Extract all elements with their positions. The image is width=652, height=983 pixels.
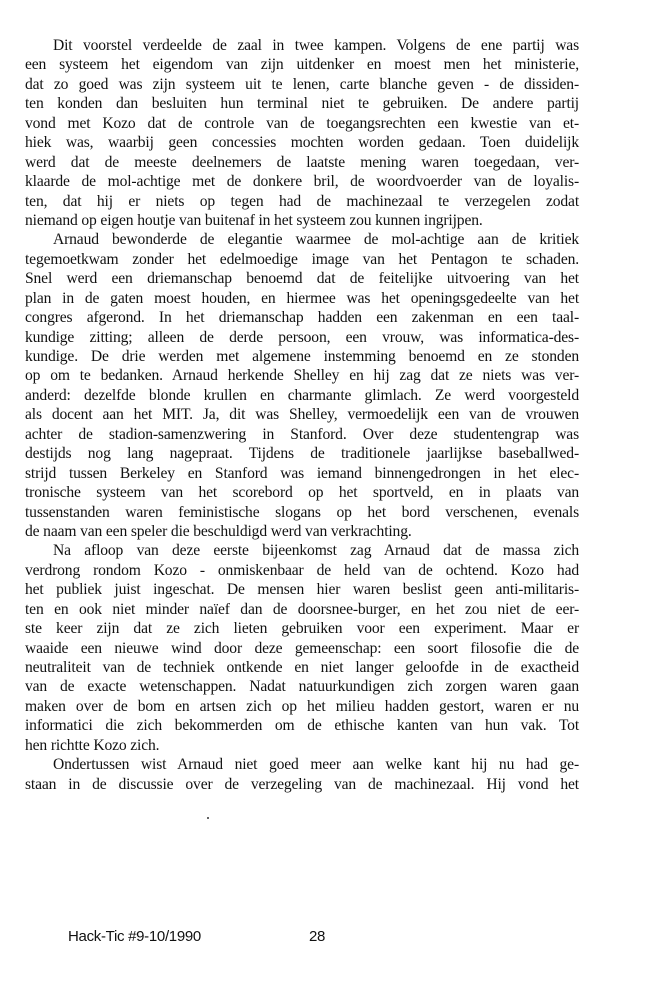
paragraph-4	[25, 755, 579, 794]
text-line: niemand op eigen houtje van buitenaf in het systeem zou kunnen ingrijpen.	[25, 211, 483, 229]
text-line: Arnaud bewonderde de elegantie waarmee de mol-achtige aan de kritiek	[53, 231, 579, 249]
text-line: destijds nog lang nagepraat. Tijdens de traditionele jaarlijkse baseballwed-	[25, 445, 579, 463]
text-line: als docent aan het MIT. Ja, dit was Shelley, vermoedelijk een van de vrouwen	[25, 406, 579, 424]
text-line: verdrong rondom Kozo - onmiskenbaar de held van de ochtend. Kozo had	[25, 561, 579, 579]
text-line: Ondertussen wist Arnaud niet goed meer aan welke kant hij nu had ge-	[53, 756, 579, 774]
scan-speck	[207, 817, 209, 819]
text-line: Dit voorstel verdeelde de zaal in twee kampen. Volgens de ene partij was	[53, 37, 579, 54]
text-line: ten, dat hij er niets op tegen had de machinezaal te verzegelen zodat	[25, 192, 579, 210]
text-line: waaide een nieuwe wind door deze gemeenschap: een soort filosofie die de	[25, 639, 579, 657]
document-body	[25, 36, 579, 794]
text-line: kundige. De drie werden met algemene instemming benoemd en ze stonden	[25, 348, 579, 365]
publication-title: Hack-Tic #9-10/1990	[68, 928, 201, 945]
text-line: Na afloop van deze eerste bijeenkomst zag Arnaud dat de massa zich	[53, 542, 579, 560]
page-number: 28	[309, 928, 326, 945]
text-line: staan in de discussie over de verzegeling van de machinezaal. Hij vond het	[25, 775, 579, 793]
text-line: de naam van een speler die beschuldigd werd van verkrachting.	[25, 522, 412, 540]
text-line: klaarde de mol-achtige met de donkere bril, de woordvoerder van de loyalis-	[25, 173, 579, 191]
paragraph-2	[25, 230, 579, 541]
text-line: congres afgerond. In het driemanschap hadden een zakenman en een taal-	[25, 309, 579, 327]
text-line: tussenstanden waren feministische slogans op het bord verschenen, evenals	[25, 503, 579, 521]
text-line: werd dat de meeste deelnemers de laatste mening waren toegedaan, ver-	[25, 153, 579, 171]
text-line: hen richtte Kozo zich.	[25, 736, 160, 754]
text-line: op om te bedanken. Arnaud herkende Shelley en hij zag dat ze niets was ver-	[25, 367, 579, 385]
text-line: van de exacte wetenschappen. Nadat natuurkundigen zich zorgen waren gaan	[25, 678, 579, 696]
text-line: tegemoetkwam zonder het edelmoedige image van het Pentagon te schaden.	[25, 250, 579, 268]
text-line: maken over de bom en artsen zich op het milieu hadden gestort, waren er nu	[25, 697, 579, 715]
text-line: ten konden dan besluiten hun terminal niet te gebruiken. De andere partij	[25, 95, 579, 113]
text-line: een systeem het eigendom van zijn uitdenker en moest men het ministerie,	[25, 56, 579, 74]
text-line: Snel werd een driemanschap benoemd dat de feitelijke uitvoering van het	[25, 270, 579, 288]
text-line: plan in de gaten moest houden, en hiermee was het openingsgedeelte van het	[25, 289, 579, 307]
text-line: hiek was, waarbij geen concessies mochten worden gedaan. Toen duidelijk	[25, 134, 579, 152]
text-line: ten en ook niet minder naïef dan de doorsnee-burger, en het zou niet de eer-	[25, 600, 579, 618]
text-line: dat zo goed was zijn systeem uit te lenen, carte blanche geven - de dissiden-	[25, 75, 579, 93]
text-line: tronische systeem van het scorebord op het sportveld, en in plaats van	[25, 484, 579, 502]
text-line: strijd tussen Berkeley en Stanford was iemand binnengedrongen in het elec-	[25, 464, 579, 482]
text-line: het publiek juist ingeschat. De mensen hier waren beslist geen anti-militaris-	[25, 581, 579, 599]
text-line: ste keer zijn dat ze zich lieten gebruiken voor een experiment. Maar er	[25, 620, 579, 638]
paragraph-1	[25, 36, 579, 230]
text-line: informatici die zich bekommerden om de ethische kanten van hun vak. Tot	[25, 717, 579, 735]
text-line: kundige zitting; alleen de derde persoon, een vrouw, was informatica-des-	[25, 328, 579, 346]
text-line: anderd: dezelfde blonde krullen en charmante glimlach. Ze werd voorgesteld	[25, 386, 579, 404]
paragraph-3	[25, 541, 579, 755]
text-line: vond met Kozo dat de controle van de toegangsrechten een kwestie van et-	[25, 114, 579, 132]
text-line: achter de stadion-samenzwering in Stanford. Over deze studentengrap was	[25, 425, 579, 443]
text-line: neutraliteit van de techniek ontkende en niet langer geloofde in de exactheid	[25, 659, 579, 676]
